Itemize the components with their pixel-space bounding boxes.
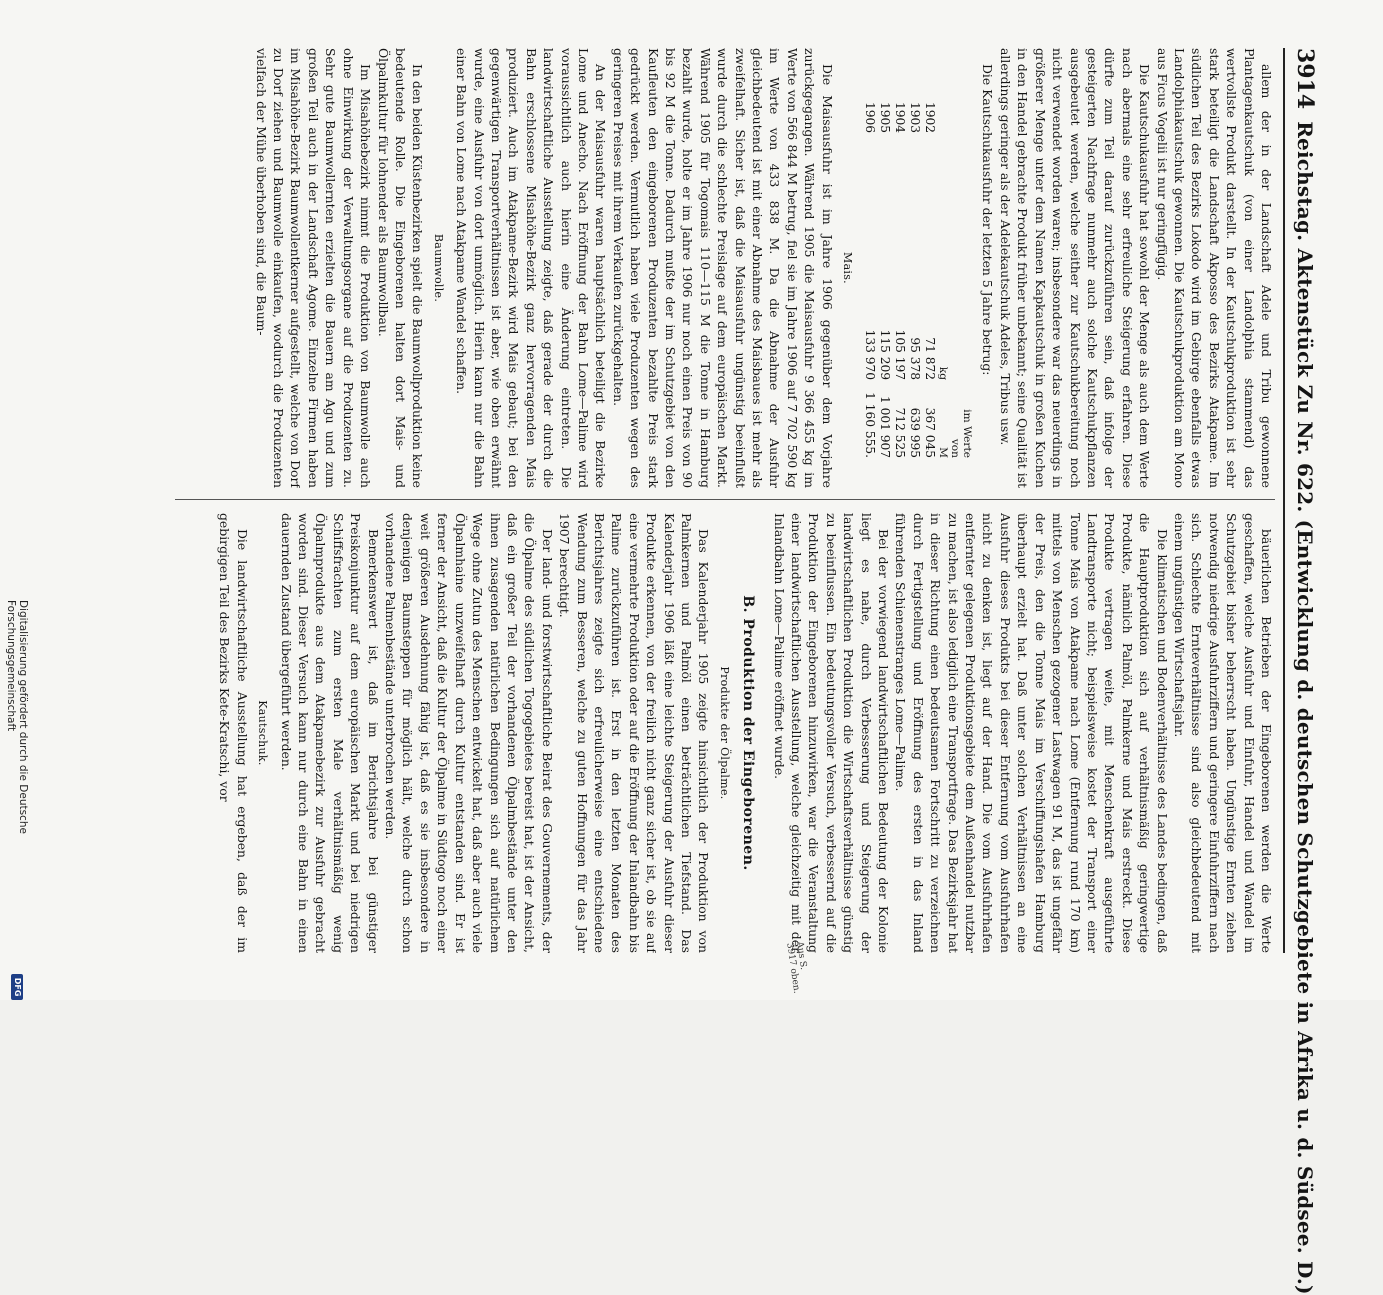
left-column	[135, 513, 1275, 953]
table-row	[877, 48, 892, 488]
paragraph: Die klimatischen und Bodenverhältnisse des Landes bedingen, daß die Hauptproduktion sich auf verhältnismäßig geringwertige Produkte, nämlich Palmöl, Palmkerne und Mais erstreckt. Diese Produkte vertragen weite, mit Menschenkraft ausgeführte Landtransporte nicht; beispielsweise kostet der Transport einer Tonne Mais von Atakpame nach Lome (Entfernung rund 170 km) mittels von Menschen gezogener Lastwagen 91 M, das ist ungefähr der Preis, den die Tonne Mais im Verschiffungshafen Hamburg überhaupt erzielt hat. Daß unter solchen Verhältnissen an eine Ausfuhr dieses Produkts bei dieser Entfernung vom Ausfuhrhafen nicht zu denken ist, liegt auf der Hand. Die vom Ausfuhrhafen entfernter gelegenen Produktionsgebiete dem Außenhandel nutzbar zu machen, ist also lediglich eine Transportfrage. Das Bezirksjahr hat in dieser Richtung einen bedeutsamen Fortschritt zu verzeichnen durch Fertigstellung und Eröffnung des ersten in das Inland führenden Schienenstranges Lome—Palime.	[893, 513, 1170, 953]
paragraph: Die Kautschukausfuhr hat sowohl der Menge als auch dem Werte nach abermals eine sehr erfreuliche Steigerung erfahren. Diese dürfte zum Teil darauf zurückzuführen sein, daß infolge der gesteigerten Nachfrage nunmehr auch solche Kautschukpflanzen ausgebeutet werden, welche seither zur Kautschukbereitung noch nicht verwendet worden waren; insbesondere war das neuerdings in größerer Menge unter dem Namen Kapkautschuk in großen Kuchen in den Handel gebrachte Produkt früher unbekannt; seine Qualität ist allerdings geringer als der Adelekautschuk Adeles, Tribus usw.	[997, 48, 1153, 488]
dfg-logo-icon: DFG	[11, 974, 23, 1000]
paragraph: Im Misahöhebezirk nimmt die Produktion von Baumwolle auch ohne Einwirkung der Verwaltungsorgane auf die Produzenten zu. Sehr gute Baumwollernten erzielten die Bauern am Agu und zum großen Teil auch in der Landschaft Agome. Einzelne Firmen haben im Misahöhe-Bezirk Baumwollentkerner aufgestellt, welche von Dorf zu Dorf ziehen und Baumwolle einkaufen, wodurch die Produzenten vielfach der Mühe überhoben sind, die Baum-	[253, 48, 374, 488]
section-title: B. Produktion der Eingeborenen.	[740, 595, 757, 871]
table-year: 1905	[878, 102, 893, 134]
page-title: Reichstag. Aktenstück Zu Nr. 622. (Entwicklung d. deutschen Schutzgebiete in Afrika u. d. Südsee. D.)	[1293, 121, 1317, 1295]
paragraph: allem der in der Landschaft Adele und Tribu gewonnene Plantagenkautschuk (von einer Landolphia stammend) das wertvollste Produkt darstellt. In der Kautschukproduktion ist sehr stark beteiligt die Landschaft Akposso des Bezirks Atakpame. Im südlichen Teil des Bezirks Lokodo wird im Gebirge ebenfalls etwas Landolphiakautschuk gewonnen. Die Kautschukproduktion am Mono aus Ficus Vogelii ist nur geringfügig.	[1154, 48, 1274, 488]
table-value: 367 045	[923, 407, 938, 458]
column-divider	[175, 499, 1275, 500]
table-row	[862, 48, 877, 488]
table-value: 1 160 555.	[863, 392, 878, 458]
table-header-row	[949, 48, 973, 488]
paragraph: An der Maisausfuhr waren hauptsächlich beteiligt die Bezirke Lome und Anecho. Nach Eröffnung der Bahn Lome—Palime wird voraussichtlich auch hierin eine Änderung eintreten. Die landwirtschaftliche Ausstellung zeigte, daß gerade der durch die Bahn erschlossene Misahöhe-Bezirk ganz hervorragenden Mais produziert. Auch im Atakpame-Bezirk wird Mais gebaut; bei den gegenwärtigen Transportverhältnissen ist aber, wie oben erwähnt wurde, eine Ausfuhr von dort unmöglich. Hierin kann nur die Bahn einer Bahn von Lome nach Atakpame Wandel schaffen.	[454, 48, 609, 488]
subsection-title: Mais.	[841, 252, 855, 284]
table-kg: 115 209	[878, 329, 893, 380]
page-number: 3914	[1292, 48, 1318, 110]
unit-mark: M	[937, 447, 950, 458]
table-value: 712 525	[893, 407, 908, 458]
table-kg: 105 197	[893, 329, 908, 380]
digitization-footer	[4, 0, 30, 1000]
table-year: 1904	[893, 102, 908, 134]
subsection-title: Kautschuk.	[256, 700, 270, 766]
table-year: 1902	[923, 102, 938, 134]
paragraph: bäuerlichen Betrieben der Eingeborenen werden die Werte geschaffen, welche Ausfuhr und Einfuhr, Handel und Wandel im Schutzgebiet bisher beherrscht haben. Ungünstige Ernten ziehen notwendig niedrige Ausfuhrziffern und geringere Einfuhrziffern nach sich. Schlechte Ernteverhältnisse sind also gleichbedeutend mit einem ungünstigen Wirtschaftsjahr.	[1171, 513, 1274, 953]
paragraph: Bemerkenswert ist, daß im Berichtsjahre bei günstiger Preiskonjunktur auf dem europäischen Markt und bei niedrigen Schiffsfrachten zum ersten Male verhältnismäßig wenig Ölpalmprodukte aus dem Atakpamebezirk zur Ausfuhr gebracht worden sind. Dieser Versuch kann nur durch eine Bahn in einen dauernden Zustand übergeführt werden.	[278, 513, 381, 953]
table-value: 1 001 907	[878, 395, 893, 458]
table-kg: 133 970	[863, 329, 878, 380]
unit-kg: kg	[937, 366, 950, 380]
table-row	[892, 48, 907, 488]
paragraph: Das Kalenderjahr 1905 zeigte hinsichtlich der Produktion von Palmkernen und Palmöl einen beträchtlichen Tiefstand. Das Kalenderjahr 1906 läßt eine leichte Steigerung der Ausfuhr dieser Produkte erkennen, von der freilich nicht ganz sicher ist, ob sie auf eine vermehrte Produktion oder auf die Eröffnung der Inlandbahn bis Palime zurückzuführen ist. Erst in den letzten Monaten des Berichtsjahres zeigte sich erfreulicherweise eine entschiedene Wendung zum Besseren, welche zu guten Hoffnungen für das Jahr 1907 berechtigt.	[557, 513, 712, 953]
paragraph: Die Kautschukausfuhr der letzten 5 Jahre betrug:	[980, 64, 996, 376]
table-kg: 95 378	[908, 337, 923, 380]
paragraph: In den beiden Küstenbezirken spielt die Baumwollproduktion keine bedeutende Rolle. Die Eingeborenen halten dort Mais- und Ölpalmkultur für lohnender als Baumwollbau.	[375, 48, 426, 488]
footer-text: Digitalisierung gefördert durch die Deutsche Forschungsgemeinschaft	[5, 600, 29, 834]
paragraph: Bei der vorwiegend landwirtschaftlichen Bedeutung der Kolonie liegt es nahe, durch Verbesserung und Steigerung der landwirtschaftlichen Produktion die Wirtschaftsverhältnisse günstig zu beeinflussen. Ein bedeutungsvoller Versuch, verbessernd auf die Produktion der Eingeborenen hinzuwirken, war die Veranstaltung einer landwirtschaftlichen Ausstellung, welche gleichzeitig mit der Inlandbahn Lome—Palime eröffnet wurde.	[771, 513, 892, 953]
margin-annotation: Aus S. 3917 oben.	[784, 940, 809, 995]
table-kg: 71 872	[923, 337, 938, 380]
rubber-export-table	[862, 48, 973, 488]
paragraph: Die Maisausfuhr ist im Jahre 1906 gegenüber dem Vorjahre zurückgegangen. Während 1905 die Maisausfuhr 9 366 455 kg im Werte von 566 844 M betrug, fiel sie im Jahre 1906 auf 7 702 590 kg im Werte von 433 838 M. Da die Abnahme der Ausfuhr gleichbedeutend ist mit einer Abnahme des Maisbaues ist mehr als zweifelhaft. Sicher ist, daß die Maisausfuhr ungünstig beeinflußt wurde durch die schlechte Preislage auf dem europäischen Markt. Während 1905 für Togomais 110—115 M die Tonne in Hamburg bezahlt wurde, holte er im Jahre 1906 nur noch einen Preis von 90 bis 92 M die Tonne. Dadurch mußte der im Schutzgebiet von den Kaufleuten den eingeborenen Produzenten bezahlte Preis stark gedrückt werden. Vermutlich haben viele Produzenten wegen des geringeren Preises mit ihrem Verkaufen zurückgehalten.	[610, 48, 835, 488]
paragraph: Der land- und forstwirtschaftliche Beirat des Gouvernements, der die Ölpalme des südlichen Togogebietes bereist hat, ist der Ansicht, daß ein großer Teil der vorhandenen Ölpalmbestände unter den ihnen zusagenden natürlichen Bedingungen sich auf natürlichem Wege ohne Zutun des Menschen entwickelt hat, daß aber auch viele Ölpalmhaine unzweifelhaft durch Kultur entstanden sind. Er ist ferner der Ansicht, daß die Kultur der Ölpalme in Südtogo noch einer weit größeren Ausdehnung fähig ist, daß es sie insbesondere in denjenigen Baumsteppen für möglich hält, welche durch schon vorhandene Palmenbestände unterbrochen werden.	[383, 513, 555, 953]
subsection-title: Produkte der Ölpalme.	[717, 666, 731, 800]
table-year: 1903	[908, 102, 923, 134]
table-row	[907, 48, 922, 488]
table-year: 1906	[863, 102, 878, 134]
table-unit-row	[937, 48, 949, 488]
table-value: 639 995	[908, 407, 923, 458]
table-header-label: im	[961, 409, 974, 423]
page-header	[1283, 48, 1325, 1295]
right-column	[135, 48, 1275, 488]
table-header-label: Werte von	[949, 426, 974, 458]
paragraph: Die landwirtschaftliche Ausstellung hat ergeben, daß der im gebirgigen Teil des Bezirks Kete-Kratschi, vor	[217, 513, 250, 953]
subsection-title: Baumwolle.	[431, 233, 445, 303]
table-row	[922, 48, 937, 488]
